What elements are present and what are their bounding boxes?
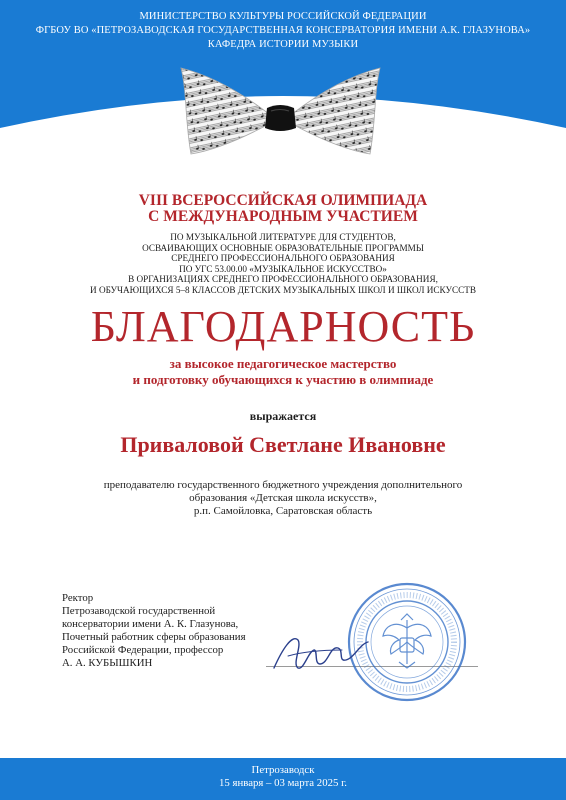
details-line: ОСВАИВАЮЩИХ ОСНОВНЫЕ ОБРАЗОВАТЕЛЬНЫЕ ПРОГРАММЫ: [142, 242, 424, 253]
reason-line-2: и подготовку обучающихся к участию в олимпиаде: [132, 372, 434, 387]
details-line: СРЕДНЕГО ПРОФЕССИОНАЛЬНОГО ОБРАЗОВАНИЯ: [171, 253, 395, 264]
footer-dates: 15 января – 03 марта 2025 г.: [219, 777, 347, 789]
header-department: КАФЕДРА ИСТОРИИ МУЗЫКИ: [207, 39, 359, 50]
footer-city: Петрозаводск: [251, 764, 315, 776]
recipient-position: [0, 479, 566, 518]
handwritten-signature-icon: [268, 620, 378, 682]
olympiad-line-2: С МЕЖДУНАРОДНЫМ УЧАСТИЕМ: [148, 208, 418, 225]
signer-name: А. А. КУБЫШКИН: [62, 657, 153, 669]
olympiad-details: [0, 232, 566, 296]
signer-line: Петрозаводской государственной: [62, 605, 216, 617]
ministry-header: [0, 10, 566, 52]
details-line: ПО МУЗЫКАЛЬНОЙ ЛИТЕРАТУРЕ ДЛЯ СТУДЕНТОВ,: [170, 232, 396, 242]
olympiad-line-1: VIII ВСЕРОССИЙСКАЯ ОЛИМПИАДА: [138, 192, 428, 209]
expressed-label: выражается: [249, 409, 317, 423]
olympiad-title: [0, 193, 566, 225]
footer-band: [0, 758, 566, 800]
details-line: В ОРГАНИЗАЦИЯХ СРЕДНЕГО ПРОФЕССИОНАЛЬНОГО ОБРАЗОВАНИЯ,: [128, 274, 438, 285]
position-line-1: преподавателю государственного бюджетного учреждения дополнительного: [103, 479, 463, 491]
header-ministry: МИНИСТЕРСТВО КУЛЬТУРЫ РОССИЙСКОЙ ФЕДЕРАЦИИ: [139, 11, 427, 22]
signer-line: консерватории имени А. К. Глазунова,: [62, 618, 239, 630]
sheet-music-bowtie-icon: [173, 58, 388, 168]
header-conservatory: ФГБОУ ВО «ПЕТРОЗАВОДСКАЯ ГОСУДАРСТВЕННАЯ КОНСЕРВАТОРИЯ ИМЕНИ А.К. ГЛАЗУНОВА»: [35, 25, 531, 36]
reason-line-1: за высокое педагогическое мастерство: [169, 356, 397, 371]
gratitude-reason: [0, 356, 566, 388]
signer-line: Ректор: [62, 592, 94, 604]
signer-block: [62, 592, 246, 670]
signer-line: Российской Федерации, профессор: [62, 644, 224, 656]
signer-line: Почетный работник сферы образования: [62, 631, 246, 643]
recipient-name: Приваловой Светлане Ивановне: [120, 432, 446, 457]
position-line-2: образования «Детская школа искусств»,: [189, 492, 377, 504]
certificate-title: БЛАГОДАРНОСТЬ: [90, 302, 476, 351]
position-line-3: р.п. Самойловка, Саратовская область: [193, 505, 373, 517]
details-line: И ОБУЧАЮЩИХСЯ 5–8 КЛАССОВ ДЕТСКИХ МУЗЫКАЛЬНЫХ ШКОЛ И ШКОЛ ИСКУССТВ: [90, 284, 476, 295]
details-line: ПО УГС 53.00.00 «МУЗЫКАЛЬНОЕ ИСКУССТВО»: [179, 263, 387, 274]
